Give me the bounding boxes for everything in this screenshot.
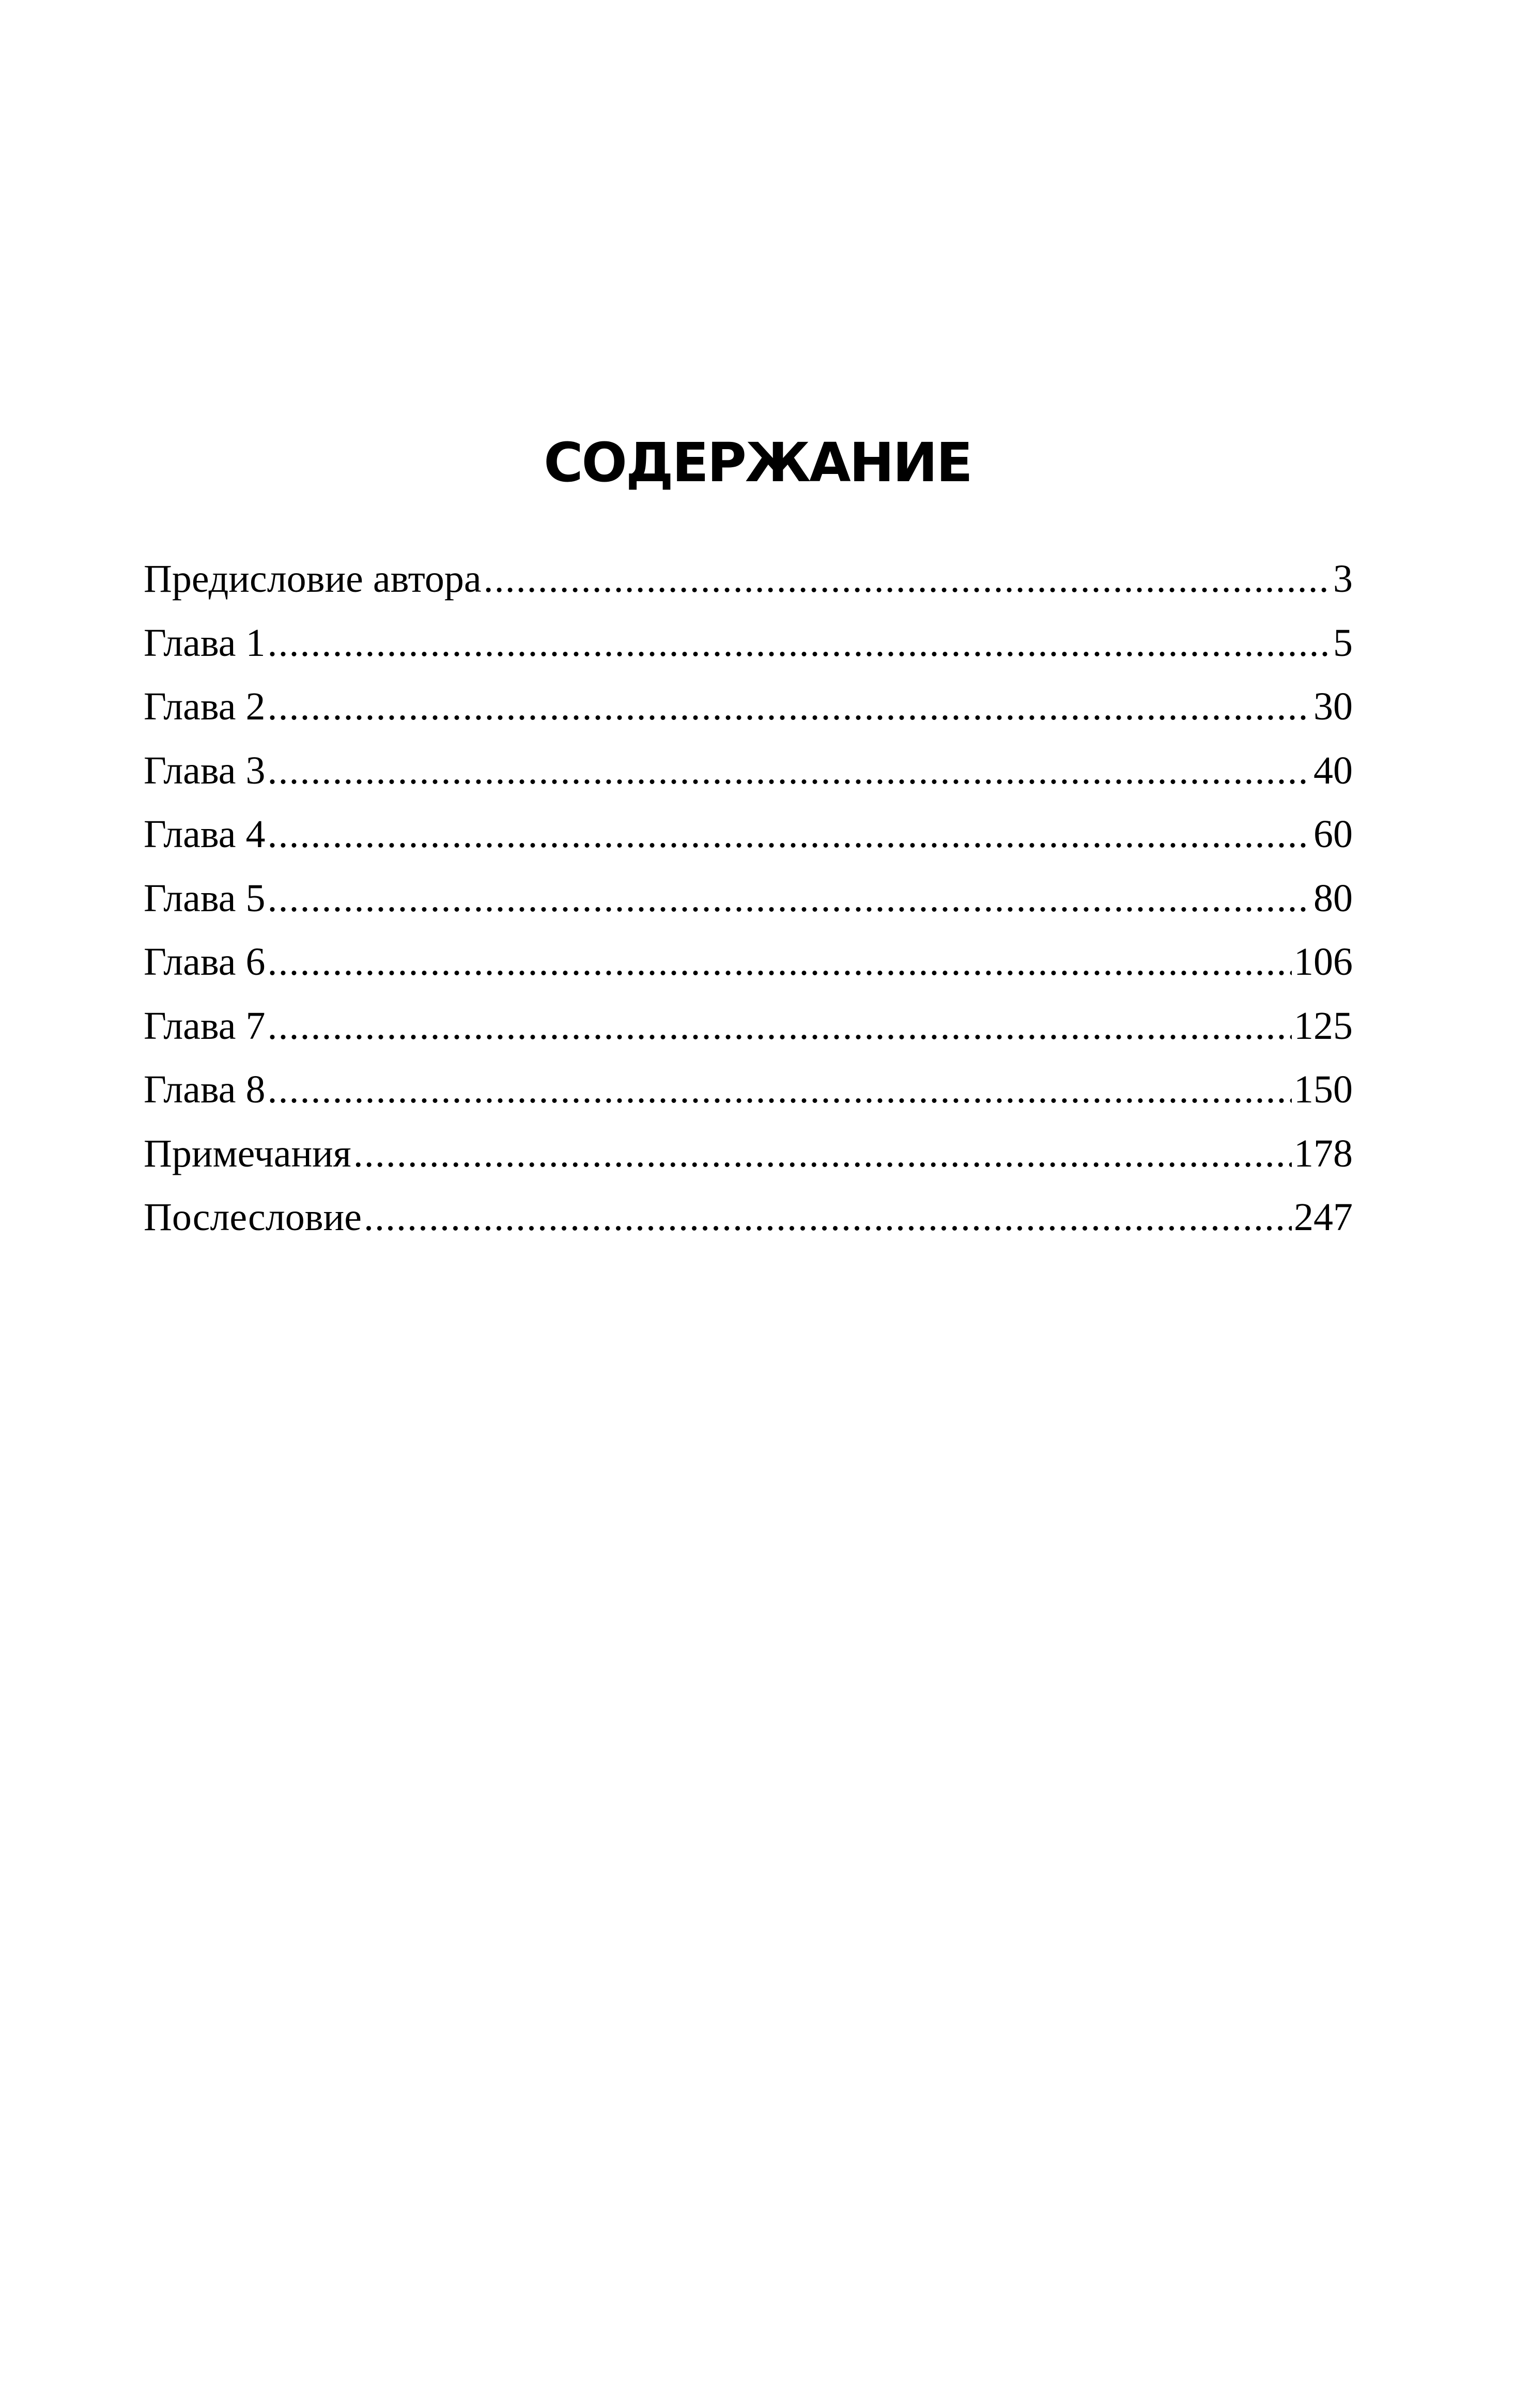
toc-entry-preface bbox=[144, 550, 1353, 615]
toc-entry-label: Глава 8 bbox=[144, 1068, 266, 1111]
toc-entry-page-number: 150 bbox=[1294, 1068, 1353, 1111]
toc-entry-page-number: 3 bbox=[1333, 557, 1353, 601]
toc-entry-chapter-8 bbox=[144, 1061, 1353, 1125]
dot-leader bbox=[268, 933, 1292, 990]
toc-entry-chapter-7 bbox=[144, 998, 1353, 1062]
toc-entry-page-number: 40 bbox=[1313, 748, 1353, 792]
toc-entry-page-number: 30 bbox=[1313, 685, 1353, 728]
toc-entry-page-number: 125 bbox=[1294, 1004, 1353, 1048]
toc-entry-afterword bbox=[144, 1189, 1353, 1253]
dot-leader bbox=[364, 1189, 1292, 1246]
dot-leader bbox=[268, 998, 1292, 1054]
toc-entry-chapter-2 bbox=[144, 678, 1353, 742]
dot-leader bbox=[268, 742, 1312, 799]
toc-entry-page-number: 5 bbox=[1333, 621, 1353, 665]
dot-leader bbox=[268, 1061, 1292, 1118]
toc-entry-chapter-3 bbox=[144, 742, 1353, 806]
toc-entry-label: Глава 5 bbox=[144, 876, 266, 920]
dot-leader bbox=[268, 806, 1312, 863]
toc-entry-label: Глава 6 bbox=[144, 940, 266, 984]
dot-leader bbox=[484, 550, 1331, 607]
dot-leader bbox=[268, 870, 1312, 927]
toc-entry-page-number: 247 bbox=[1294, 1195, 1353, 1239]
toc-entry-page-number: 106 bbox=[1294, 940, 1353, 984]
toc-entry-page-number: 178 bbox=[1294, 1131, 1353, 1175]
toc-entry-page-number: 80 bbox=[1313, 876, 1353, 920]
toc-entry-label: Послесловие bbox=[144, 1195, 362, 1239]
dot-leader bbox=[268, 678, 1312, 735]
toc-entry-label: Предисловие автора bbox=[144, 557, 482, 601]
toc-entry-notes bbox=[144, 1125, 1353, 1189]
toc-entry-chapter-1 bbox=[144, 615, 1353, 679]
toc-entry-label: Глава 4 bbox=[144, 812, 266, 856]
dot-leader bbox=[353, 1125, 1292, 1182]
toc-entry-chapter-5 bbox=[144, 870, 1353, 934]
toc-entry-label: Глава 3 bbox=[144, 748, 266, 792]
toc-entry-label: Глава 1 bbox=[144, 621, 266, 665]
table-of-contents bbox=[144, 550, 1353, 1253]
toc-entry-label: Глава 2 bbox=[144, 685, 266, 728]
dot-leader bbox=[268, 615, 1332, 671]
toc-entry-chapter-4 bbox=[144, 806, 1353, 870]
toc-entry-page-number: 60 bbox=[1313, 812, 1353, 856]
toc-entry-label: Глава 7 bbox=[144, 1004, 266, 1048]
toc-entry-label: Примечания bbox=[144, 1131, 351, 1175]
toc-entry-chapter-6 bbox=[144, 933, 1353, 998]
page-title: СОДЕРЖАНИЕ bbox=[544, 431, 971, 494]
